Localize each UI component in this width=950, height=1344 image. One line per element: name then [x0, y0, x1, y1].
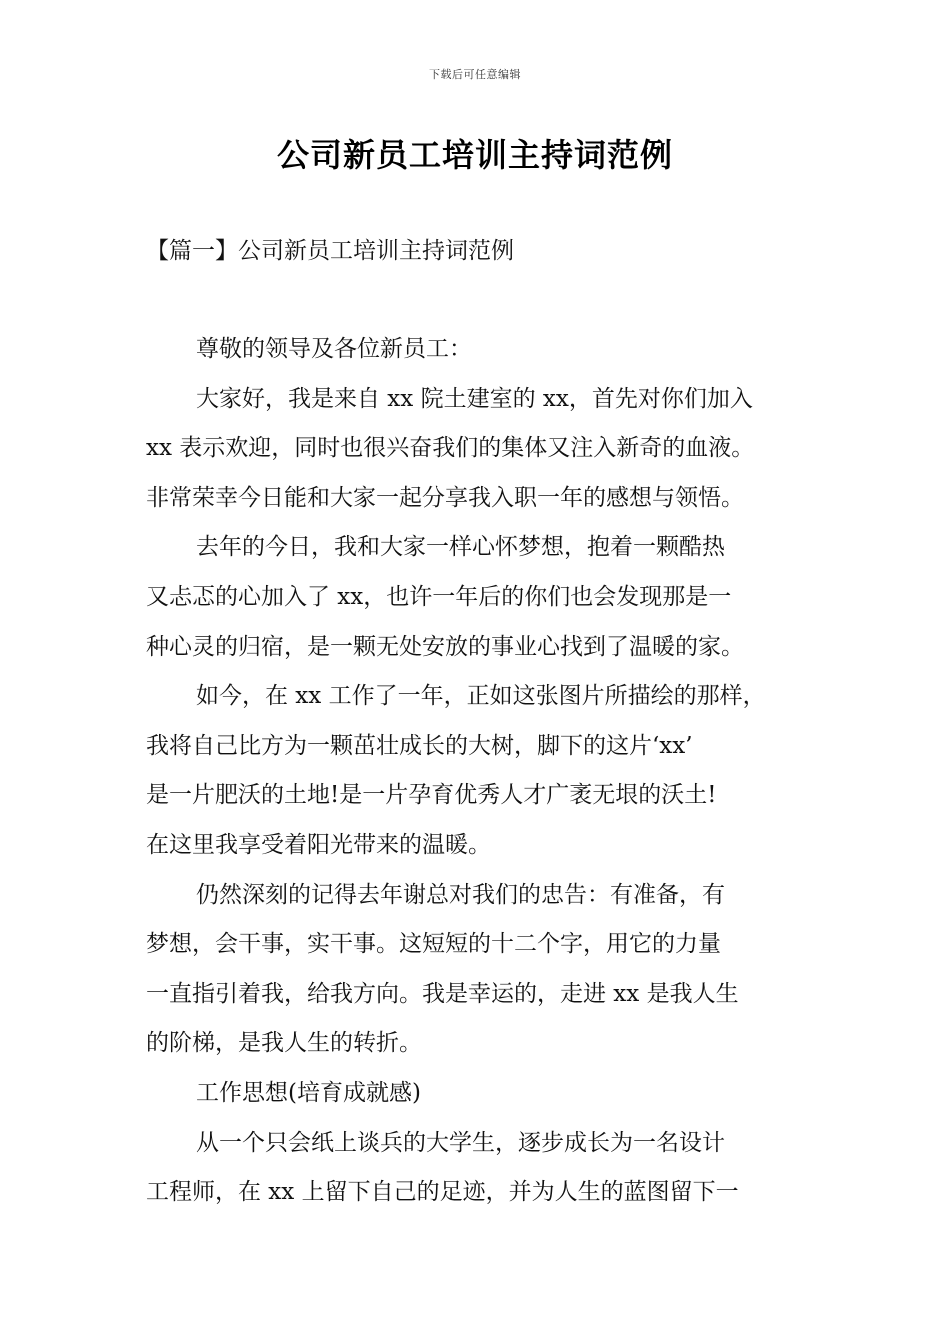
paragraph-line: 非常荣幸今日能和大家一起分享我入职一年的感想与领悟。 — [146, 484, 744, 511]
paragraph-line: 在这里我享受着阳光带来的温暖。 — [146, 831, 491, 858]
paragraph-line: 我将自己比方为一颗茁壮成长的大树，脚下的这片‘xx’ — [146, 732, 693, 759]
paragraph-line: 一直指引着我，给我方向。我是幸运的，走进 xx 是我人生 — [146, 980, 739, 1007]
paragraph-line: 尊敬的领导及各位新员工： — [196, 336, 472, 362]
paragraph-line: 工作思想(培育成就感) — [196, 1079, 421, 1106]
paragraph — [146, 871, 822, 1069]
paragraph — [146, 672, 822, 870]
paragraph-line: 梦想，会干事，实干事。这短短的十二个字，用它的力量 — [146, 931, 721, 958]
paragraph-line: 的阶梯，是我人生的转折。 — [146, 1030, 422, 1057]
paragraph — [146, 1119, 822, 1218]
paragraph-line: 大家好，我是来自 xx 院土建室的 xx，首先对你们加入 — [196, 385, 753, 412]
paragraph — [146, 325, 822, 375]
paragraph-line: 种心灵的归宿，是一颗无处安放的事业心找到了温暖的家。 — [146, 633, 744, 660]
paragraph-line: 从一个只会纸上谈兵的大学生，逐步成长为一名设计 — [196, 1129, 725, 1156]
paragraph-line: 如今，在 xx 工作了一年，正如这张图片所描绘的那样， — [196, 683, 766, 710]
paragraph — [146, 523, 822, 672]
section-heading: 【篇一】公司新员工培训主持词范例 — [146, 238, 514, 264]
paragraph-line: xx 表示欢迎，同时也很兴奋我们的集体又注入新奇的血液。 — [146, 435, 755, 462]
paragraph-line: 又忐忑的心加入了 xx，也许一年后的你们也会发现那是一 — [146, 583, 732, 610]
paragraph — [146, 375, 822, 524]
paragraph-line: 去年的今日，我和大家一样心怀梦想，抱着一颗酷热 — [196, 534, 725, 561]
paragraph-line: 是一片肥沃的土地!是一片孕育优秀人才广袤无垠的沃土! — [146, 782, 717, 809]
paragraph — [146, 1069, 822, 1119]
paragraph-line: 工程师，在 xx 上留下自己的足迹，并为人生的蓝图留下一 — [146, 1179, 739, 1206]
paragraph-line: 仍然深刻的记得去年谢总对我们的忠告：有准备，有 — [196, 881, 725, 908]
body-text — [146, 325, 822, 1218]
document-title: 公司新员工培训主持词范例 — [276, 136, 673, 174]
header-note: 下载后可任意编辑 — [429, 68, 521, 81]
